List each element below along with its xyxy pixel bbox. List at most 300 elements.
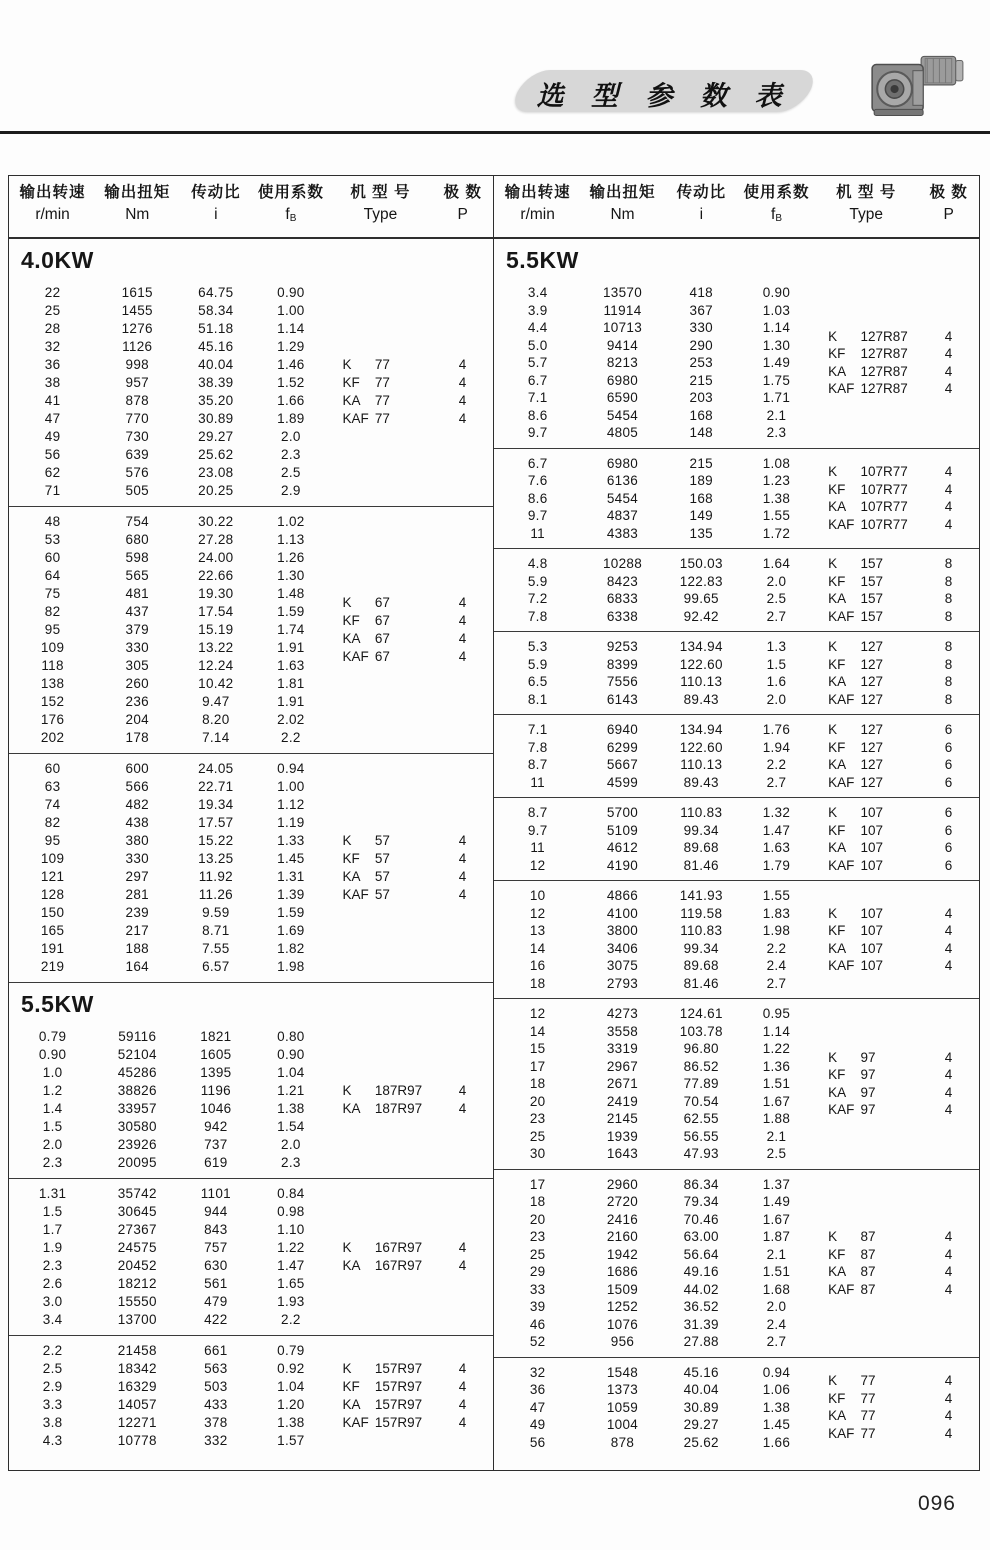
unit-speed: r/min (35, 206, 70, 223)
ratio-value: 215 (689, 455, 713, 471)
torque-value: 1615 (121, 285, 153, 300)
torque-value: 6590 (606, 390, 639, 405)
service-factor-value: 2.3 (281, 447, 301, 462)
poles-value: 4 (944, 1425, 953, 1441)
torque-value: 217 (125, 923, 149, 938)
type-model (328, 392, 432, 410)
speed-value: 15 (529, 1041, 546, 1056)
table-row (9, 1396, 328, 1414)
type-prefix: K (828, 328, 838, 344)
ratio-value: 843 (204, 1222, 228, 1237)
table-row (494, 756, 814, 774)
poles-value: 4 (458, 357, 467, 372)
col-header-service-factor: 使用系数 (743, 184, 810, 201)
poles-value: 6 (944, 722, 953, 737)
service-factor-value: 1.49 (762, 1194, 791, 1209)
service-factor-value: 1.36 (762, 1058, 791, 1074)
ratio-value: 330 (689, 320, 713, 335)
gear-ratio-block (494, 1169, 979, 1357)
table-row (494, 804, 814, 822)
service-factor-value: 2.7 (766, 608, 787, 624)
ratio-value: 1821 (200, 1029, 232, 1044)
type-row (328, 832, 493, 850)
type-row (814, 756, 979, 774)
ratio-value: 215 (689, 372, 713, 388)
ratio-value: 10.42 (198, 676, 234, 691)
torque-value: 565 (125, 568, 149, 583)
table-row (9, 585, 328, 603)
speed-value: 7.6 (527, 473, 548, 488)
service-factor-value: 2.3 (766, 425, 787, 440)
table-row (9, 1136, 328, 1154)
ratio-value: 27.28 (198, 532, 234, 547)
ratio-value: 737 (204, 1137, 228, 1152)
poles-value: 4 (944, 1102, 953, 1118)
table-row (494, 1110, 814, 1128)
type-model (814, 1281, 918, 1299)
type-model (328, 868, 432, 886)
ratio-value: 47.93 (683, 1146, 719, 1161)
table-column-right (494, 176, 979, 1470)
poles-value: 4 (458, 1240, 467, 1255)
type-model (814, 739, 918, 757)
type-row (814, 555, 979, 573)
speed-value: 32 (44, 339, 61, 354)
ratio-value: 64.75 (198, 285, 234, 300)
ratio-value: 70.46 (683, 1211, 719, 1227)
type-row (328, 356, 493, 374)
ratio-value: 92.42 (683, 608, 719, 624)
speed-value: 7.1 (527, 390, 548, 405)
type-model (328, 1396, 432, 1414)
type-size: 107 (860, 958, 884, 973)
poles-value: 4 (458, 1101, 467, 1116)
torque-value: 878 (610, 1434, 635, 1450)
type-model (814, 691, 918, 709)
service-factor-value: 1.76 (762, 722, 791, 737)
poles-value: 4 (944, 923, 953, 938)
table-row (494, 638, 814, 656)
speed-value: 16 (529, 958, 546, 973)
ratio-value: 19.30 (198, 586, 234, 601)
type-row (814, 691, 979, 709)
table-row (494, 284, 814, 302)
service-factor-value: 1.39 (277, 887, 305, 902)
gear-ratio-block (9, 278, 493, 506)
service-factor-value: 1.19 (277, 815, 305, 830)
service-factor-value: 2.5 (766, 591, 787, 606)
torque-value: 6299 (606, 739, 639, 755)
type-row (814, 1425, 979, 1443)
speed-value: 6.7 (527, 372, 548, 388)
type-model (328, 850, 432, 868)
poles-value: 4 (944, 1229, 953, 1244)
service-factor-value: 2.0 (281, 1137, 301, 1152)
ratio-value: 51.18 (198, 321, 234, 336)
type-size: 67 (374, 631, 390, 646)
unit-type: Type (363, 206, 398, 223)
table-row (494, 1005, 814, 1023)
ratio-value: 24.05 (198, 761, 234, 776)
ratio-value: 23.08 (198, 465, 234, 480)
ratio-value: 122.60 (679, 739, 723, 755)
table-header (9, 176, 493, 239)
speed-value: 5.0 (527, 337, 548, 353)
service-factor-value: 1.14 (762, 320, 791, 335)
speed-value: 7.1 (527, 722, 548, 737)
type-prefix: KAF (828, 1425, 855, 1441)
torque-value: 6338 (606, 608, 639, 624)
type-prefix: K (342, 1361, 352, 1376)
speed-value: 109 (40, 640, 65, 655)
speed-value: 11 (530, 525, 545, 541)
speed-value: 9.7 (527, 822, 548, 838)
ratio-value: 149 (689, 508, 713, 523)
table-row (9, 886, 328, 904)
table-row (9, 1432, 328, 1450)
ratio-value: 89.68 (683, 840, 719, 855)
speed-value: 20 (529, 1211, 546, 1227)
ratio-value: 99.34 (683, 822, 719, 838)
poles-value: 6 (944, 774, 953, 790)
type-model (328, 594, 432, 612)
service-factor-value: 1.5 (766, 656, 787, 672)
type-row (814, 380, 979, 398)
type-size: 97 (860, 1049, 876, 1065)
table-row (9, 549, 328, 567)
table-row (494, 1364, 814, 1382)
service-factor-value: 1.94 (762, 739, 791, 755)
table-row (494, 1058, 814, 1076)
gear-ratio-block (494, 714, 979, 797)
type-model (814, 481, 918, 499)
type-list (328, 1028, 493, 1172)
torque-value: 878 (125, 393, 149, 408)
service-factor-value: 1.14 (762, 1023, 791, 1039)
ratio-value: 630 (204, 1258, 228, 1273)
block-rows (494, 804, 814, 874)
table-row (494, 1316, 814, 1334)
service-factor-value: 1.47 (762, 822, 791, 838)
speed-value: 71 (44, 483, 61, 498)
type-model (814, 555, 918, 573)
torque-value: 1126 (122, 339, 153, 354)
torque-value: 330 (125, 851, 149, 866)
service-factor-value: 1.89 (277, 411, 305, 426)
type-size: 157R97 (374, 1415, 423, 1430)
ratio-value: 757 (204, 1240, 228, 1255)
torque-value: 330 (125, 640, 149, 655)
type-model (814, 721, 918, 739)
poles-value: 4 (944, 499, 953, 515)
torque-value: 14057 (117, 1397, 157, 1412)
torque-value: 12271 (117, 1415, 157, 1430)
table-row (494, 1416, 814, 1434)
ratio-value: 58.34 (198, 303, 234, 318)
speed-value: 49 (529, 1417, 546, 1432)
type-size: 57 (374, 887, 390, 902)
type-row (814, 1049, 979, 1067)
ratio-value: 44.02 (683, 1281, 719, 1297)
type-prefix: KA (342, 631, 361, 646)
speed-value: 10 (529, 888, 546, 903)
type-prefix: KF (828, 739, 846, 755)
table-row (9, 832, 328, 850)
speed-value: 1.4 (42, 1101, 63, 1116)
type-row (814, 940, 979, 958)
service-factor-value: 1.08 (762, 455, 791, 471)
service-factor-value: 1.10 (277, 1222, 305, 1237)
block-rows (494, 638, 814, 708)
speed-value: 2.2 (42, 1343, 63, 1358)
table-row (494, 1145, 814, 1163)
service-factor-value: 1.14 (277, 321, 305, 336)
ratio-value: 89.43 (683, 774, 719, 790)
type-model (814, 1101, 918, 1119)
type-row (814, 774, 979, 792)
speed-value: 3.4 (42, 1312, 63, 1327)
ratio-value: 45.16 (683, 1364, 719, 1380)
ratio-value: 378 (204, 1415, 228, 1430)
speed-value: 1.7 (42, 1222, 63, 1237)
ratio-value: 1395 (200, 1065, 232, 1080)
type-row (814, 957, 979, 975)
ratio-value: 89.68 (683, 958, 719, 973)
table-row (494, 302, 814, 320)
type-row (328, 612, 493, 630)
torque-value: 3406 (606, 940, 639, 956)
torque-value: 998 (125, 357, 149, 372)
poles-value: 4 (458, 1258, 467, 1273)
service-factor-value: 1.49 (762, 355, 791, 370)
ratio-value: 25.62 (683, 1434, 719, 1450)
poles-value: 4 (944, 1373, 953, 1389)
service-factor-value: 1.93 (277, 1294, 305, 1309)
type-size: 107R77 (860, 464, 908, 480)
table-row (9, 603, 328, 621)
type-prefix: KF (828, 346, 846, 362)
table-row (494, 389, 814, 407)
table-row (494, 1211, 814, 1229)
col-header-service-factor: 使用系数 (257, 184, 324, 201)
speed-value: 9.7 (527, 425, 548, 440)
service-factor-value: 1.38 (277, 1415, 305, 1430)
speed-value: 7.2 (527, 591, 548, 606)
table-row (9, 675, 328, 693)
ratio-value: 79.34 (683, 1194, 719, 1209)
poles-value: 8 (944, 639, 953, 654)
ratio-value: 15.19 (198, 622, 234, 637)
type-row (814, 516, 979, 534)
torque-value: 9414 (606, 337, 639, 353)
type-prefix: KA (828, 591, 847, 606)
poles-value: 4 (944, 464, 953, 480)
type-prefix: KAF (828, 516, 855, 532)
torque-value: 4273 (606, 1006, 639, 1021)
service-factor-value: 1.30 (762, 337, 791, 353)
type-row (328, 1082, 493, 1100)
service-factor-value: 2.9 (281, 483, 301, 498)
block-rows (9, 284, 328, 500)
ratio-value: 30.89 (198, 411, 234, 426)
type-size: 107R77 (860, 481, 908, 497)
type-model (814, 608, 918, 626)
speed-value: 49 (44, 429, 61, 444)
table-row (494, 1128, 814, 1146)
speed-value: 7.8 (527, 608, 548, 624)
torque-value: 305 (125, 658, 149, 673)
table-row (494, 507, 814, 525)
service-factor-value: 1.45 (277, 851, 305, 866)
speed-value: 47 (529, 1399, 546, 1415)
block-rows (494, 721, 814, 791)
ratio-value: 81.46 (683, 857, 719, 873)
torque-value: 20095 (117, 1155, 157, 1170)
torque-value: 8213 (606, 355, 639, 370)
type-row (328, 1360, 493, 1378)
col-header-torque: 输出扭矩 (104, 184, 171, 201)
speed-value: 8.6 (527, 490, 548, 506)
torque-value: 1548 (606, 1364, 639, 1380)
block-rows (494, 1005, 814, 1163)
type-size: 77 (860, 1425, 876, 1441)
table-row (9, 1028, 328, 1046)
power-section-title: 5.5KW (506, 247, 579, 273)
ratio-value: 148 (689, 425, 713, 440)
type-list (814, 455, 979, 543)
service-factor-value: 1.03 (762, 302, 791, 318)
service-factor-value: 0.90 (762, 285, 791, 300)
service-factor-value: 1.55 (762, 888, 791, 903)
torque-value: 1643 (606, 1146, 639, 1161)
table-row (9, 639, 328, 657)
service-factor-value: 1.3 (766, 639, 787, 654)
ratio-value: 122.83 (679, 573, 723, 589)
table-row (9, 657, 328, 675)
service-factor-value: 2.0 (766, 691, 787, 707)
table-row (9, 1360, 328, 1378)
table-row (9, 1293, 328, 1311)
gear-ratio-block (9, 1335, 493, 1456)
type-row (814, 922, 979, 940)
service-factor-value: 2.0 (281, 429, 301, 444)
torque-value: 164 (125, 959, 149, 974)
gear-ratio-block (494, 278, 979, 448)
poles-value: 4 (944, 481, 953, 497)
type-size: 77 (374, 393, 390, 408)
speed-value: 18 (529, 1194, 546, 1209)
ratio-value: 110.13 (680, 757, 723, 772)
type-row (814, 1407, 979, 1425)
table-row (494, 455, 814, 473)
speed-value: 18 (529, 1076, 546, 1091)
type-row (814, 1084, 979, 1102)
type-row (814, 1281, 979, 1299)
table-row (494, 472, 814, 490)
speed-value: 2.9 (42, 1379, 63, 1394)
ratio-value: 30.89 (683, 1399, 719, 1415)
torque-value: 23926 (117, 1137, 157, 1152)
ratio-value: 6.57 (202, 959, 230, 974)
ratio-value: 56.55 (683, 1128, 719, 1144)
type-row (328, 850, 493, 868)
type-prefix: KA (828, 840, 847, 855)
ratio-value: 63.00 (683, 1229, 719, 1244)
service-factor-value: 1.04 (277, 1379, 305, 1394)
table-row (494, 555, 814, 573)
ratio-value: 203 (689, 390, 713, 405)
type-size: 127R87 (860, 381, 908, 397)
poles-value: 4 (944, 940, 953, 956)
service-factor-value: 1.59 (277, 604, 305, 619)
speed-value: 12 (529, 1006, 546, 1021)
type-prefix: K (828, 1373, 838, 1389)
table-row (9, 1118, 328, 1136)
poles-value: 4 (458, 649, 467, 664)
torque-value: 236 (125, 694, 149, 709)
type-model (814, 922, 918, 940)
type-list (814, 887, 979, 992)
type-prefix: KA (342, 393, 361, 408)
torque-value: 481 (125, 586, 149, 601)
type-model (328, 410, 432, 428)
block-rows (494, 887, 814, 992)
type-size: 167R97 (374, 1240, 423, 1255)
type-model (814, 1407, 918, 1425)
ratio-value: 29.27 (198, 429, 234, 444)
torque-value: 59116 (118, 1029, 157, 1044)
type-size: 57 (374, 869, 390, 884)
type-list (814, 555, 979, 625)
service-factor-value: 0.92 (277, 1361, 305, 1376)
speed-value: 3.8 (42, 1415, 63, 1430)
speed-value: 17 (529, 1058, 546, 1074)
service-factor-value: 2.2 (281, 1312, 301, 1327)
torque-value: 5454 (606, 490, 639, 506)
speed-value: 0.90 (38, 1047, 67, 1062)
service-factor-value: 1.13 (277, 532, 305, 547)
type-row (814, 498, 979, 516)
torque-value: 956 (610, 1334, 635, 1349)
speed-value: 3.4 (527, 285, 548, 300)
type-size: 87 (860, 1246, 876, 1262)
type-model (814, 345, 918, 363)
type-model (328, 1082, 432, 1100)
speed-value: 1.0 (42, 1065, 63, 1080)
table-row (9, 513, 328, 531)
block-rows (9, 1028, 328, 1172)
table-row (494, 774, 814, 792)
block-rows (9, 1342, 328, 1450)
speed-value: 11 (530, 774, 545, 790)
type-prefix: K (342, 1240, 352, 1255)
poles-value: 4 (458, 833, 467, 848)
type-prefix: KA (828, 363, 847, 379)
service-factor-value: 1.46 (277, 357, 305, 372)
type-size: 97 (860, 1102, 876, 1118)
type-prefix: KAF (828, 1281, 855, 1297)
torque-value: 8399 (606, 656, 639, 672)
ratio-value: 29.27 (683, 1417, 719, 1432)
service-factor-value: 2.2 (766, 757, 787, 772)
type-row (328, 594, 493, 612)
table-row (494, 691, 814, 709)
type-size: 107R77 (860, 516, 908, 532)
torque-value: 957 (125, 375, 149, 390)
torque-value: 2419 (606, 1093, 639, 1109)
service-factor-value: 1.00 (277, 779, 305, 794)
speed-value: 3.9 (527, 302, 548, 318)
